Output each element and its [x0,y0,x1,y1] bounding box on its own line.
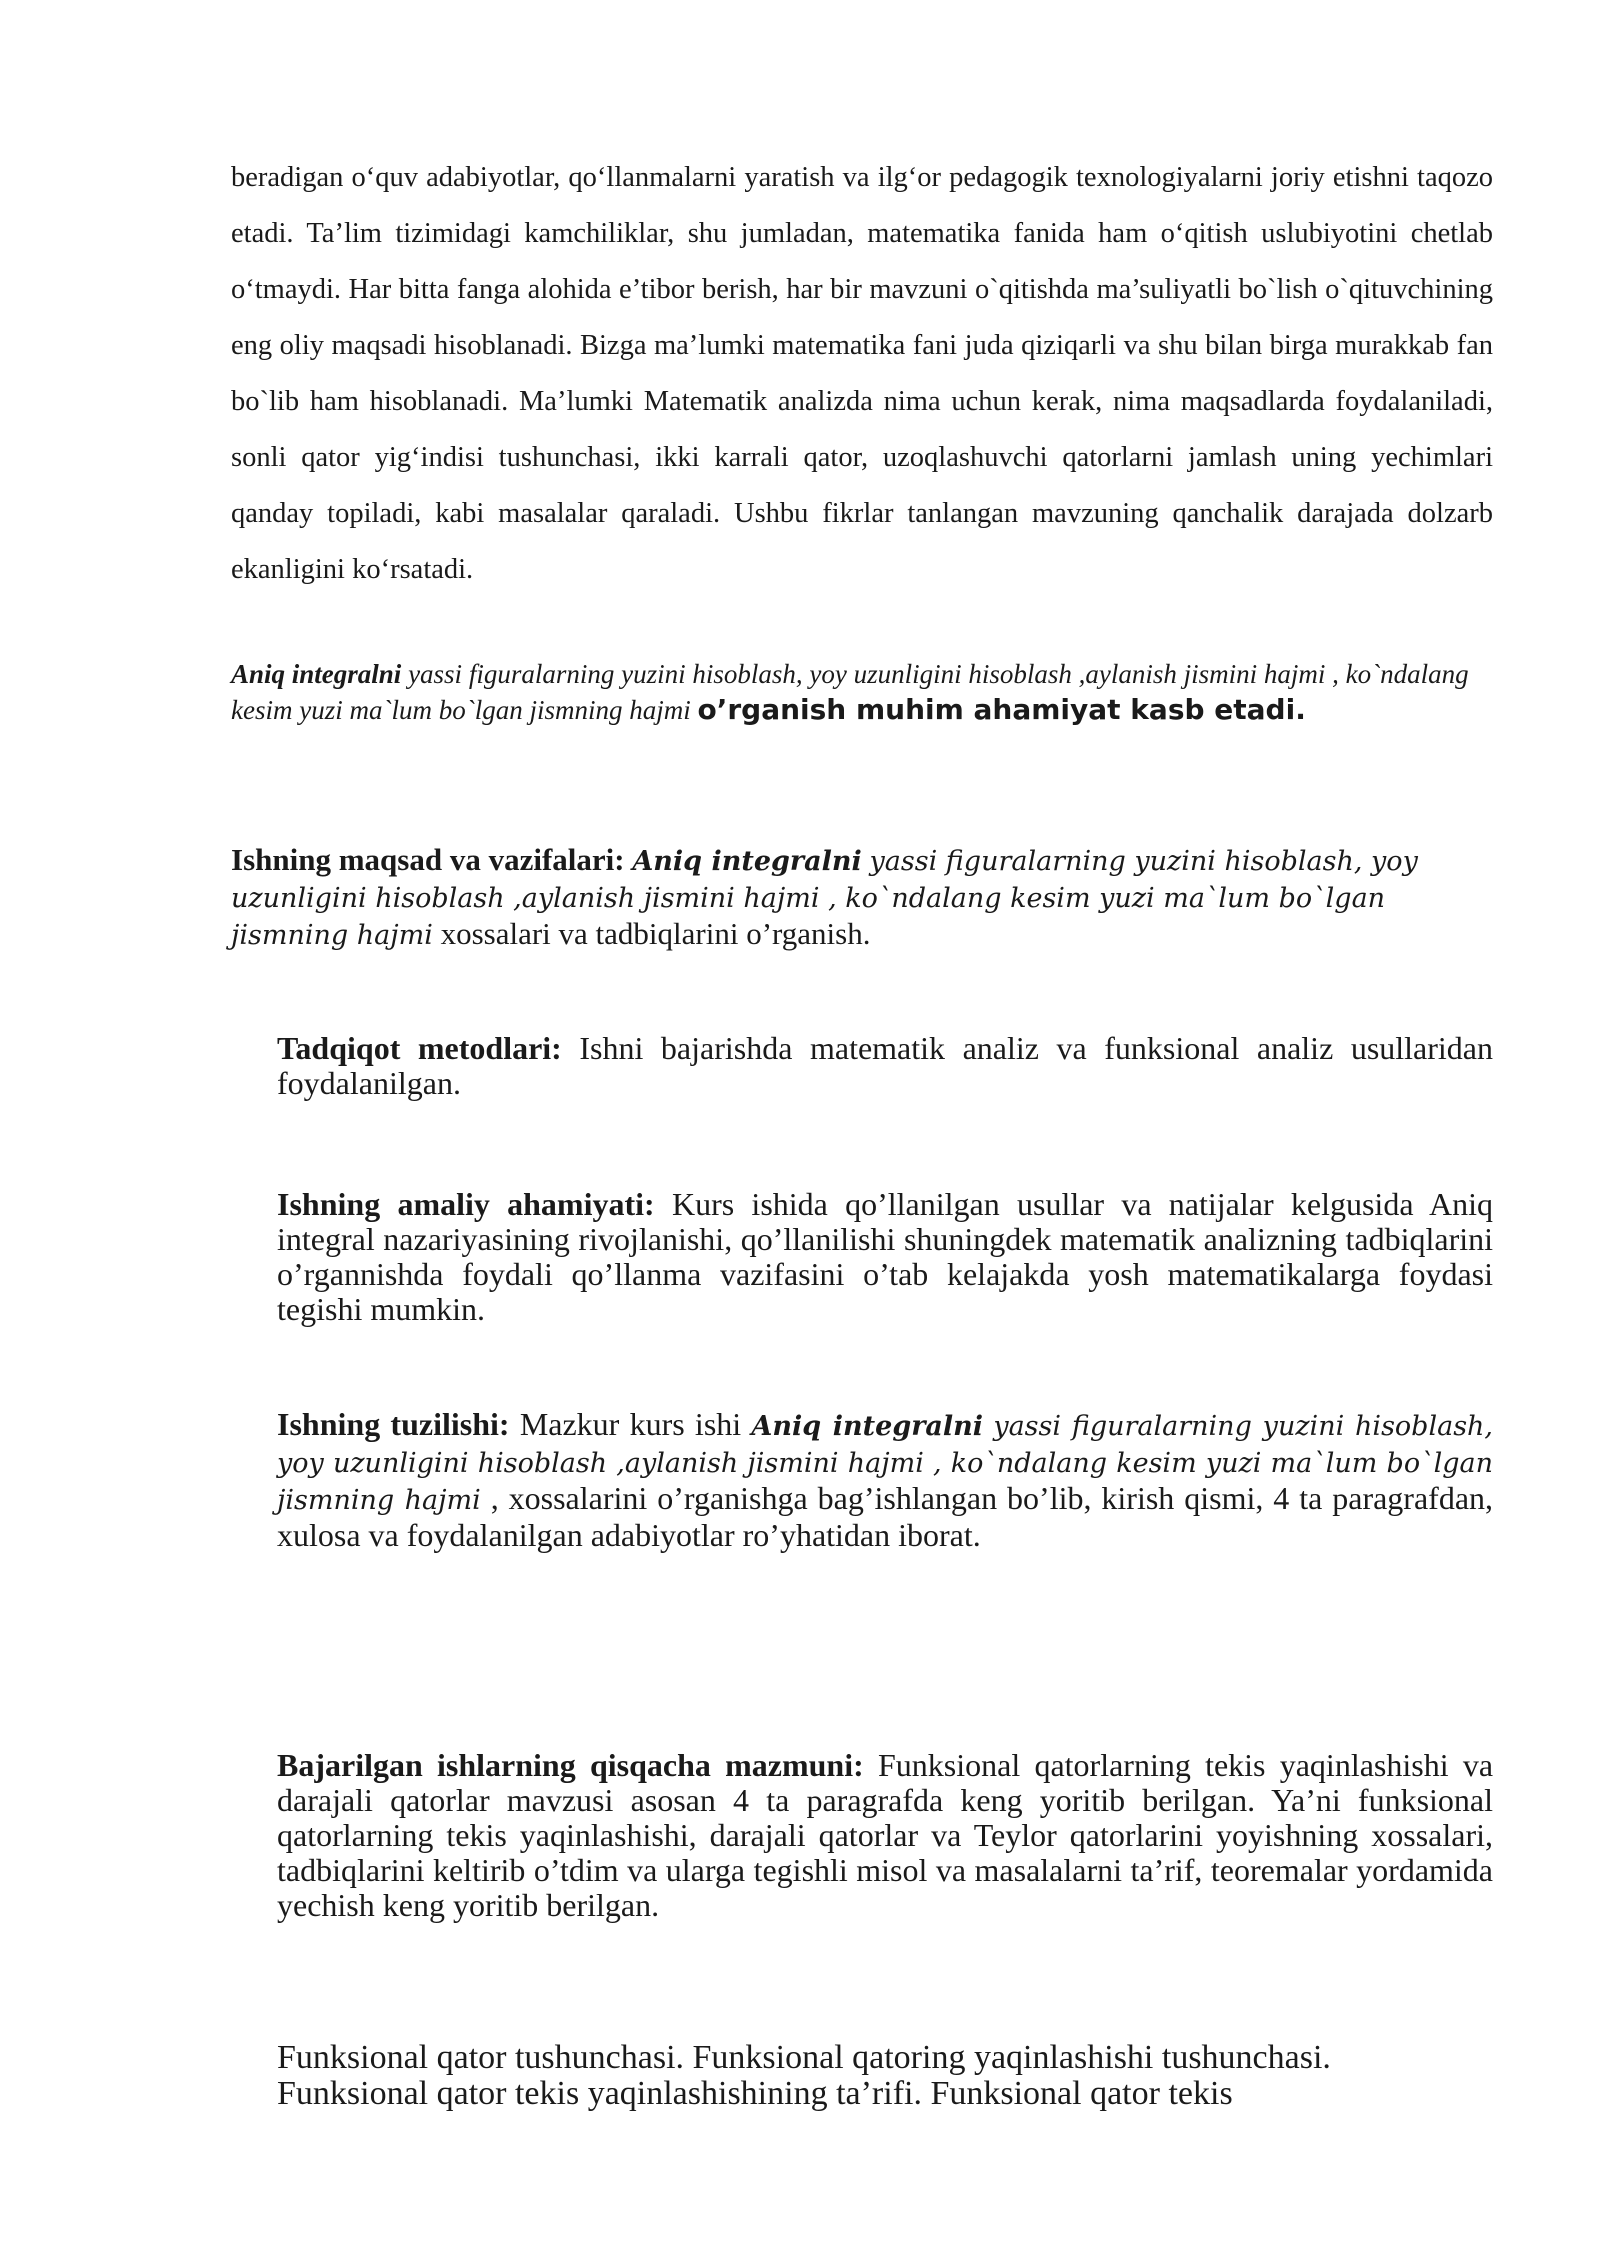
aniq-bold-italic: Aniq integralni [231,659,402,689]
amaliy-paragraph [277,1187,1493,1327]
tuzilishi-rest: , xossalarini o’rganishga bag’ishlangan bo’lib, kirish qismi, 4 ta paragrafdan, xulosa va foydalanilgan adabiyotlar ro’yhatidan iborat. [277,1480,1494,1553]
amaliy-label: Ishning amaliy ahamiyati: [277,1186,655,1222]
tuzilishi-paragraph [277,1407,1493,1553]
maqsad-bold-italic: Aniq integralni [632,846,862,877]
funksional-line-2: Funksional qator tekis yaqinlashishining ta’rifi. Funksional qator tekis [277,2075,1233,2112]
tuzilishi-pre: Mazkur kurs ishi [519,1406,742,1442]
aniq-integral-paragraph [231,656,1493,728]
tuzilishi-bold-italic: Aniq integralni [751,1411,984,1442]
maqsad-label: Ishning maqsad va vazifalari: [231,842,625,877]
tadqiqot-text: Ishni bajarishda matematik analiz va funksional analiz usullaridan foydalanilgan. [277,1030,1494,1101]
intro-paragraph: beradigan o‘quv adabiyotlar, qo‘llanmalarni yaratish va ilg‘or pedagogik texnologiyalarni joriy etishni taqozo etadi. Ta’lim tizimidagi kamchiliklar, shu jumladan, matematika fanida ham o‘qitish uslubiyotini chetlab o‘tmaydi. Har bitta fanga alohida e’tibor berish, har bir mavzuni o`qitishda ma’suliyatli bo`lish o`qituvchining eng oliy maqsadi hisoblanadi. Bizga ma’lumki matematika fani juda qiziqarli va shu bilan birga murakkab fan bo`lib ham hisoblanadi. Ma’lumki Matematik analizda nima uchun kerak, nima maqsadlarda foydalaniladi, sonli qator yig‘indisi tushunchasi, ikki karrali qator, uzoqlashuvchi qatorlarni jamlash uning yechimlari qanday topiladi, kabi masalalar qaraladi. Ushbu fikrlar tanlangan mavzuning qanchalik darajada dolzarb ekanligini ko‘rsatadi. [231,162,1493,585]
maqsad-paragraph [231,842,1493,953]
bajarilgan-text: Funksional qatorlarning tekis yaqinlashishi va darajali qatorlar mavzusi asosan 4 ta paragrafda keng yoritib berilgan. Ya’ni funksional qatorlarning tekis yaqinlashishi, darajali qatorlar va Teylor qatorlarini yoyishning xossalari, tadbiqlarini keltirib o’tdim va ularga tegishli misol va masalalarni ta’rif, teoremalar yordamida yechish keng yoritib berilgan. [277,1747,1494,1923]
amaliy-text: Kurs ishida qo’llanilgan usullar va natijalar kelgusida Aniq integral nazariyasining rivojlanishi, qo’llanilishi shuningdek matematik analizning tadbiqlarini o’rgannishda foydali qo’llanma vazifasini o’tab kelajakda yosh matematikalarga foydasi tegishi mumkin. [277,1186,1494,1327]
bajarilgan-label: Bajarilgan ishlarning qisqacha mazmuni: [277,1747,864,1783]
funksional-line-1: Funksional qator tushunchasi. Funksional qatoring yaqinlashishi tushunchasi. [277,2039,1331,2076]
aniq-italic: yassi figuralarning yuzini hisoblash, yoy uzunligini hisoblash ,aylanish jismini hajmi , ko`ndalang kesim yuzi ma`lum bo`lgan jismning hajmi [231,659,1469,725]
maqsad-italic: yassi figuralarning yuzini hisoblash, yoy uzunligini hisoblash ,aylanish jismini hajmi , ko`ndalang kesim yuzi ma`lum bo`lgan jismning hajmi [231,846,1418,951]
tadqiqot-paragraph [277,1031,1493,1101]
aniq-bold: o’rganish muhim ahamiyat kasb etadi. [697,693,1306,726]
maqsad-rest: xossalari va tadbiqlarini o’rganish. [440,916,871,951]
bajarilgan-paragraph [277,1748,1493,1923]
tadqiqot-label: Tadqiqot metodlari: [277,1030,562,1066]
tuzilishi-label: Ishning tuzilishi: [277,1406,510,1442]
tuzilishi-italic: yassi figuralarning yuzini hisoblash, yoy uzunligini hisoblash ,aylanish jismini hajmi , ko`ndalang kesim yuzi ma`lum bo`lgan jismning hajmi [277,1411,1494,1516]
funksional-heading [277,2040,1517,2112]
